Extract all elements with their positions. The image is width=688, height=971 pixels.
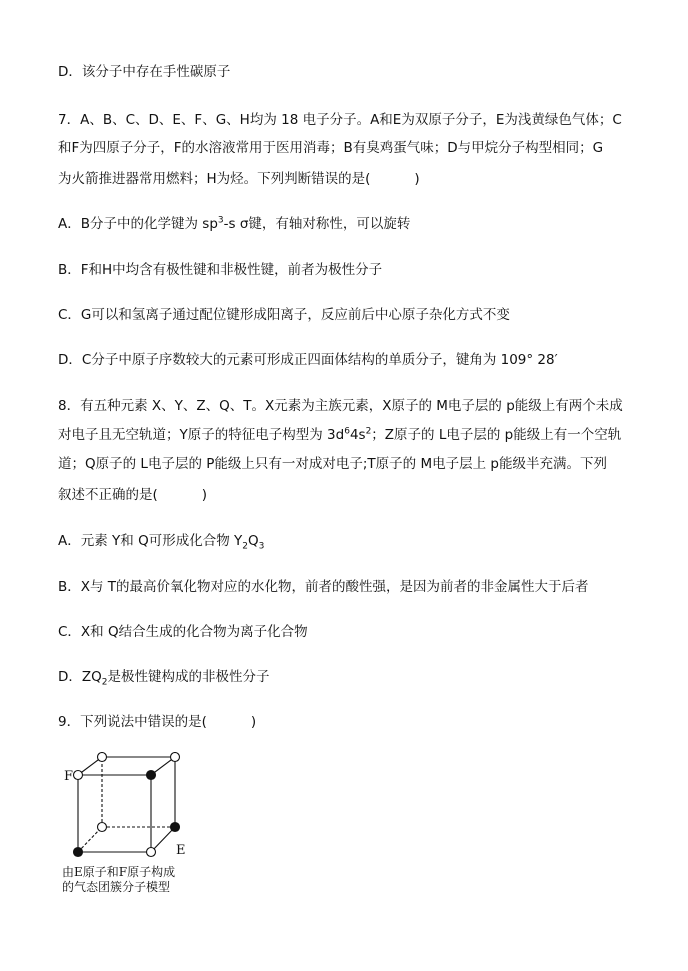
q7-option-a	[58, 215, 410, 233]
atom-e-back-bottom-right	[171, 823, 180, 832]
q8-option-a	[58, 532, 264, 550]
q7-option-b: B．F和H中均含有极性键和非极性键，前者为极性分子	[58, 262, 383, 278]
q8-sup-1: 6	[344, 426, 350, 437]
atom-e-front-top-right	[147, 771, 156, 780]
q8-stem-line-2	[58, 426, 621, 444]
q8-stem-line-2-rest: ；Z原子的 L电子层的 p能级上有一个空轨	[371, 427, 622, 443]
q8-stem-line-2-4s: 4s	[349, 427, 366, 443]
atom-f-back-top-left	[98, 753, 107, 762]
atom-e-front-bottom-left	[74, 848, 83, 857]
q8-option-d-sub: 2	[101, 677, 108, 688]
q7-stem-line-3	[58, 170, 420, 188]
cluster-molecule-figure	[58, 752, 198, 902]
label-f: F	[64, 769, 74, 784]
q8-stem-text: 叙述不正确的是(	[58, 487, 158, 503]
q7-stem-text: 为火箭推进器常用燃料；H为烃。下列判断错误的是(	[58, 171, 371, 187]
q9-stem-text: 9．下列说法中错误的是(	[58, 714, 207, 730]
q8-stem-line-2-text: 对电子且无空轨道；Y原子的特征电子构型为 3d	[58, 427, 345, 443]
q6-option-d: D．该分子中存在手性碳原子	[58, 64, 231, 80]
q8-option-a-sub-1: 2	[242, 541, 248, 552]
q8-stem-line-1: 8．有五种元素 X、Y、Z、Q、T。X元素为主族元素，X原子的 M电子层的 p能级上有两个未成	[58, 398, 623, 414]
atom-f-front-bottom-right	[147, 848, 156, 857]
atom-f-front-top-left	[74, 771, 83, 780]
q7-option-d: D．C分子中原子序数较大的元素可形成正四面体结构的单质分子，键角为 109° 28′	[58, 352, 558, 368]
q8-option-d	[58, 668, 270, 686]
atom-f-back-bottom-left	[98, 823, 107, 832]
q8-answer-paren-close: )	[201, 487, 208, 503]
q9-stem	[58, 713, 256, 731]
q7-option-c: C．G可以和氢离子通过配位键形成阳离子，反应前后中心原子杂化方式不变	[58, 307, 510, 323]
q7-answer-paren-close: )	[414, 171, 420, 187]
figure-caption-line-1: 由E原子和F原子构成	[62, 865, 176, 879]
q7-option-a-text-end: -s σ键，有轴对称性，可以旋转	[223, 216, 411, 232]
q8-stem-line-3: 道；Q原子的 L电子层的 P能级上只有一对成对电子;T原子的 M电子层上 p能级半充满。下列	[58, 456, 607, 472]
q8-stem-line-4	[58, 486, 207, 504]
q8-option-a-q: Q	[247, 533, 259, 549]
q8-option-d-text-end: 是极性键构成的非极性分子	[107, 669, 270, 685]
q8-sup-2: 2	[365, 426, 372, 437]
figure-caption-line-2: 的气态团簇分子模型	[62, 880, 171, 894]
q7-option-a-text: A．B分子中的化学键为 sp	[58, 216, 218, 232]
q7-stem-line-1: 7．A、B、C、D、E、F、G、H均为 18 电子分子。A和E为双原子分子，E为浅黄绿色气体；C	[58, 112, 622, 128]
atom-f-back-top-right	[171, 753, 180, 762]
q8-option-c: C．X和 Q结合生成的化合物为离子化合物	[58, 624, 308, 640]
q8-option-d-text: D．ZQ	[58, 669, 102, 685]
q7-stem-line-2: 和F为四原子分子，F的水溶液常用于医用消毒；B有臭鸡蛋气味；D与甲烷分子构型相同；G	[58, 140, 604, 156]
q8-option-a-text: A．元素 Y和 Q可形成化合物 Y	[58, 533, 243, 549]
q9-answer-paren-close: )	[250, 714, 257, 730]
q8-option-b: B．X与 T的最高价氧化物对应的水化物，前者的酸性强，是因为前者的非金属性大于后者	[58, 579, 589, 595]
q7-option-a-sup: 3	[217, 215, 224, 226]
label-e: E	[176, 843, 186, 858]
q8-option-a-sub-2: 3	[258, 541, 265, 552]
